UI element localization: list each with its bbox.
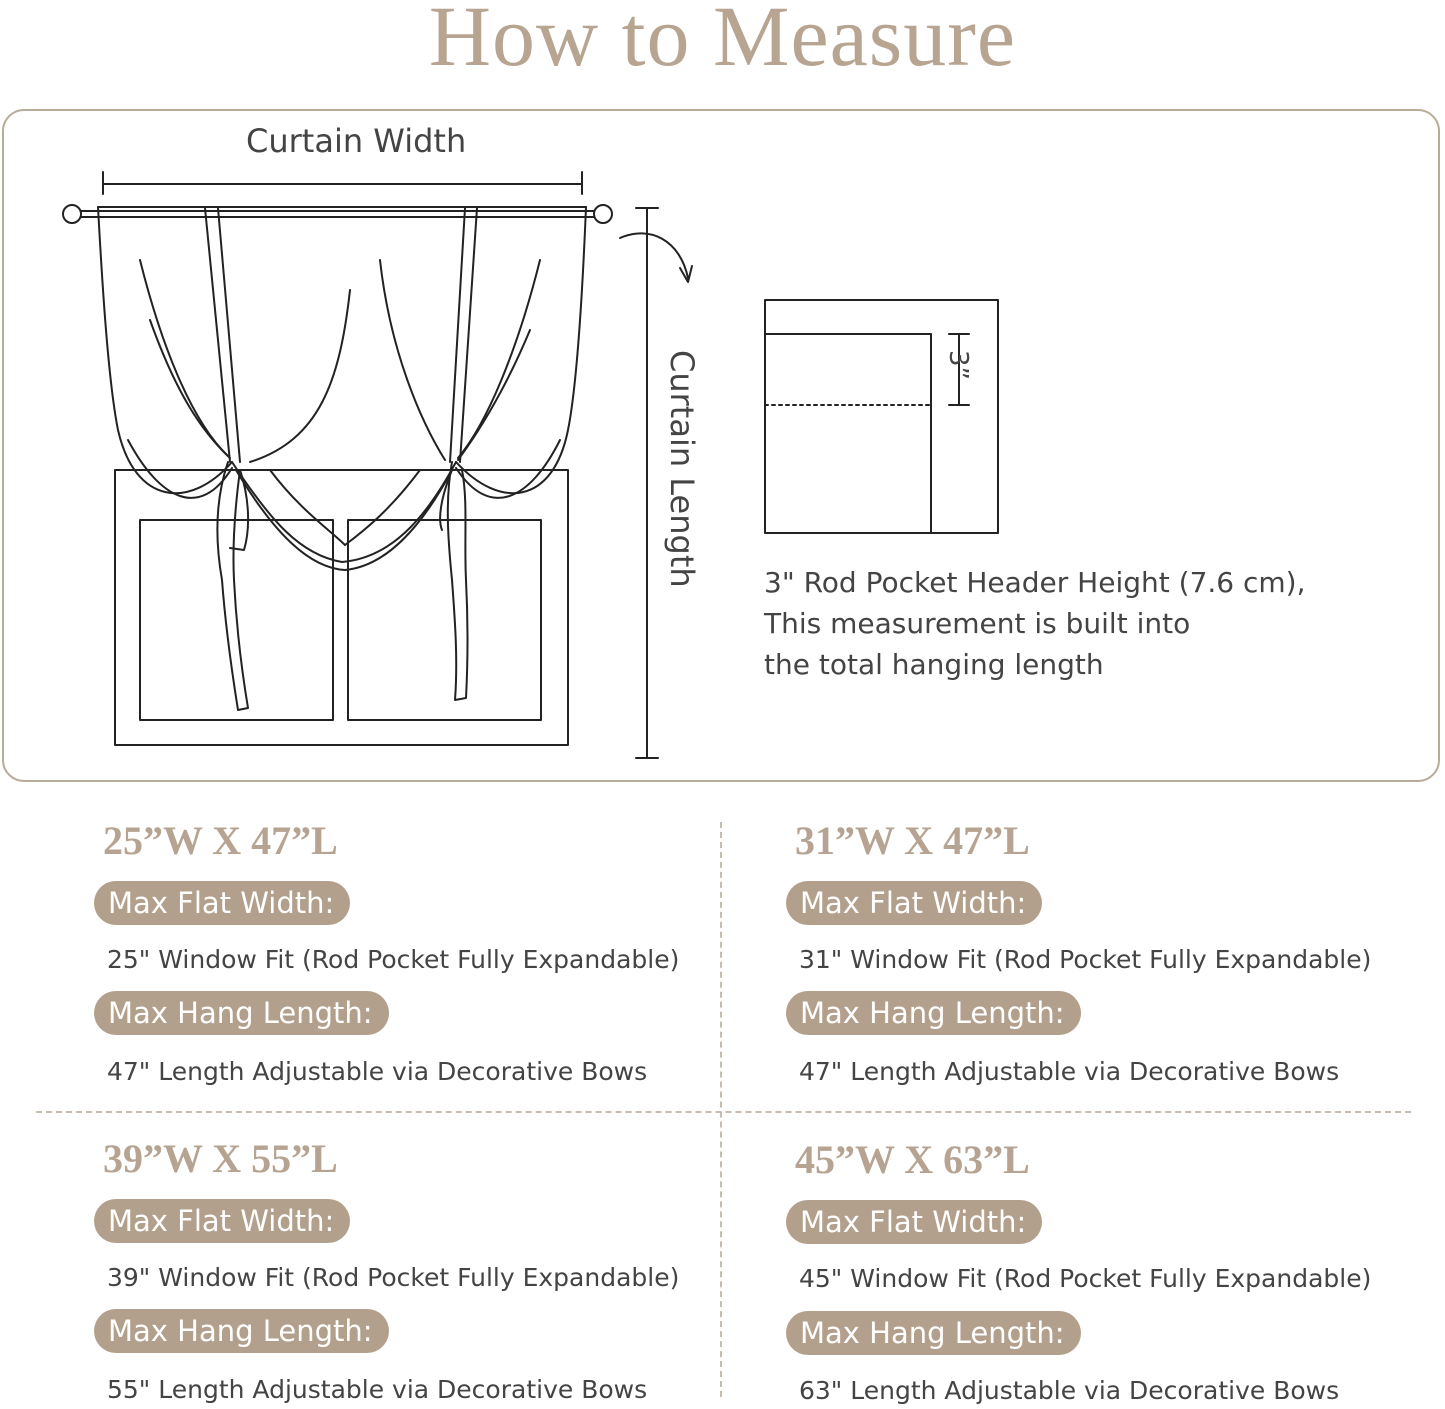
- flat-width-description: 25" Window Fit (Rod Pocket Fully Expandable): [107, 945, 680, 974]
- flat-width-description: 31" Window Fit (Rod Pocket Fully Expandable): [799, 945, 1372, 974]
- max-flat-width-badge: Max Flat Width:: [94, 881, 350, 925]
- hang-length-description: 55" Length Adjustable via Decorative Bows: [107, 1375, 648, 1404]
- size-heading: 31”W X 47”L: [795, 818, 1030, 863]
- hang-length-description: 63" Length Adjustable via Decorative Bows: [799, 1376, 1340, 1405]
- flat-width-description: 45" Window Fit (Rod Pocket Fully Expandable): [799, 1264, 1372, 1293]
- note-line: the total hanging length: [764, 648, 1104, 681]
- max-flat-width-badge: Max Flat Width:: [786, 881, 1042, 925]
- max-flat-width-badge: Max Flat Width:: [94, 1199, 350, 1243]
- curtain-width-label: Curtain Width: [246, 122, 467, 160]
- hang-length-description: 47" Length Adjustable via Decorative Bows: [107, 1057, 648, 1086]
- page-title: How to Measure: [428, 0, 1017, 84]
- rod-pocket-note: [764, 562, 1306, 685]
- size-heading: 25”W X 47”L: [103, 818, 338, 863]
- flat-width-description: 39" Window Fit (Rod Pocket Fully Expandable): [107, 1263, 680, 1292]
- max-hang-length-badge: Max Hang Length:: [786, 1311, 1081, 1355]
- horizontal-divider: [36, 1111, 1411, 1113]
- size-heading: 45”W X 63”L: [795, 1137, 1030, 1182]
- max-flat-width-badge: Max Flat Width:: [786, 1200, 1042, 1244]
- hang-length-description: 47" Length Adjustable via Decorative Bows: [799, 1057, 1340, 1086]
- max-hang-length-badge: Max Hang Length:: [94, 1309, 389, 1353]
- max-hang-length-badge: Max Hang Length:: [786, 991, 1081, 1035]
- vertical-divider: [720, 822, 722, 1397]
- header-height-dimension: 3”: [943, 350, 973, 381]
- curtain-length-label: Curtain Length: [663, 350, 701, 588]
- note-line: 3" Rod Pocket Header Height (7.6 cm),: [764, 566, 1306, 599]
- size-heading: 39”W X 55”L: [103, 1136, 338, 1181]
- note-line: This measurement is built into: [764, 607, 1191, 640]
- max-hang-length-badge: Max Hang Length:: [94, 991, 389, 1035]
